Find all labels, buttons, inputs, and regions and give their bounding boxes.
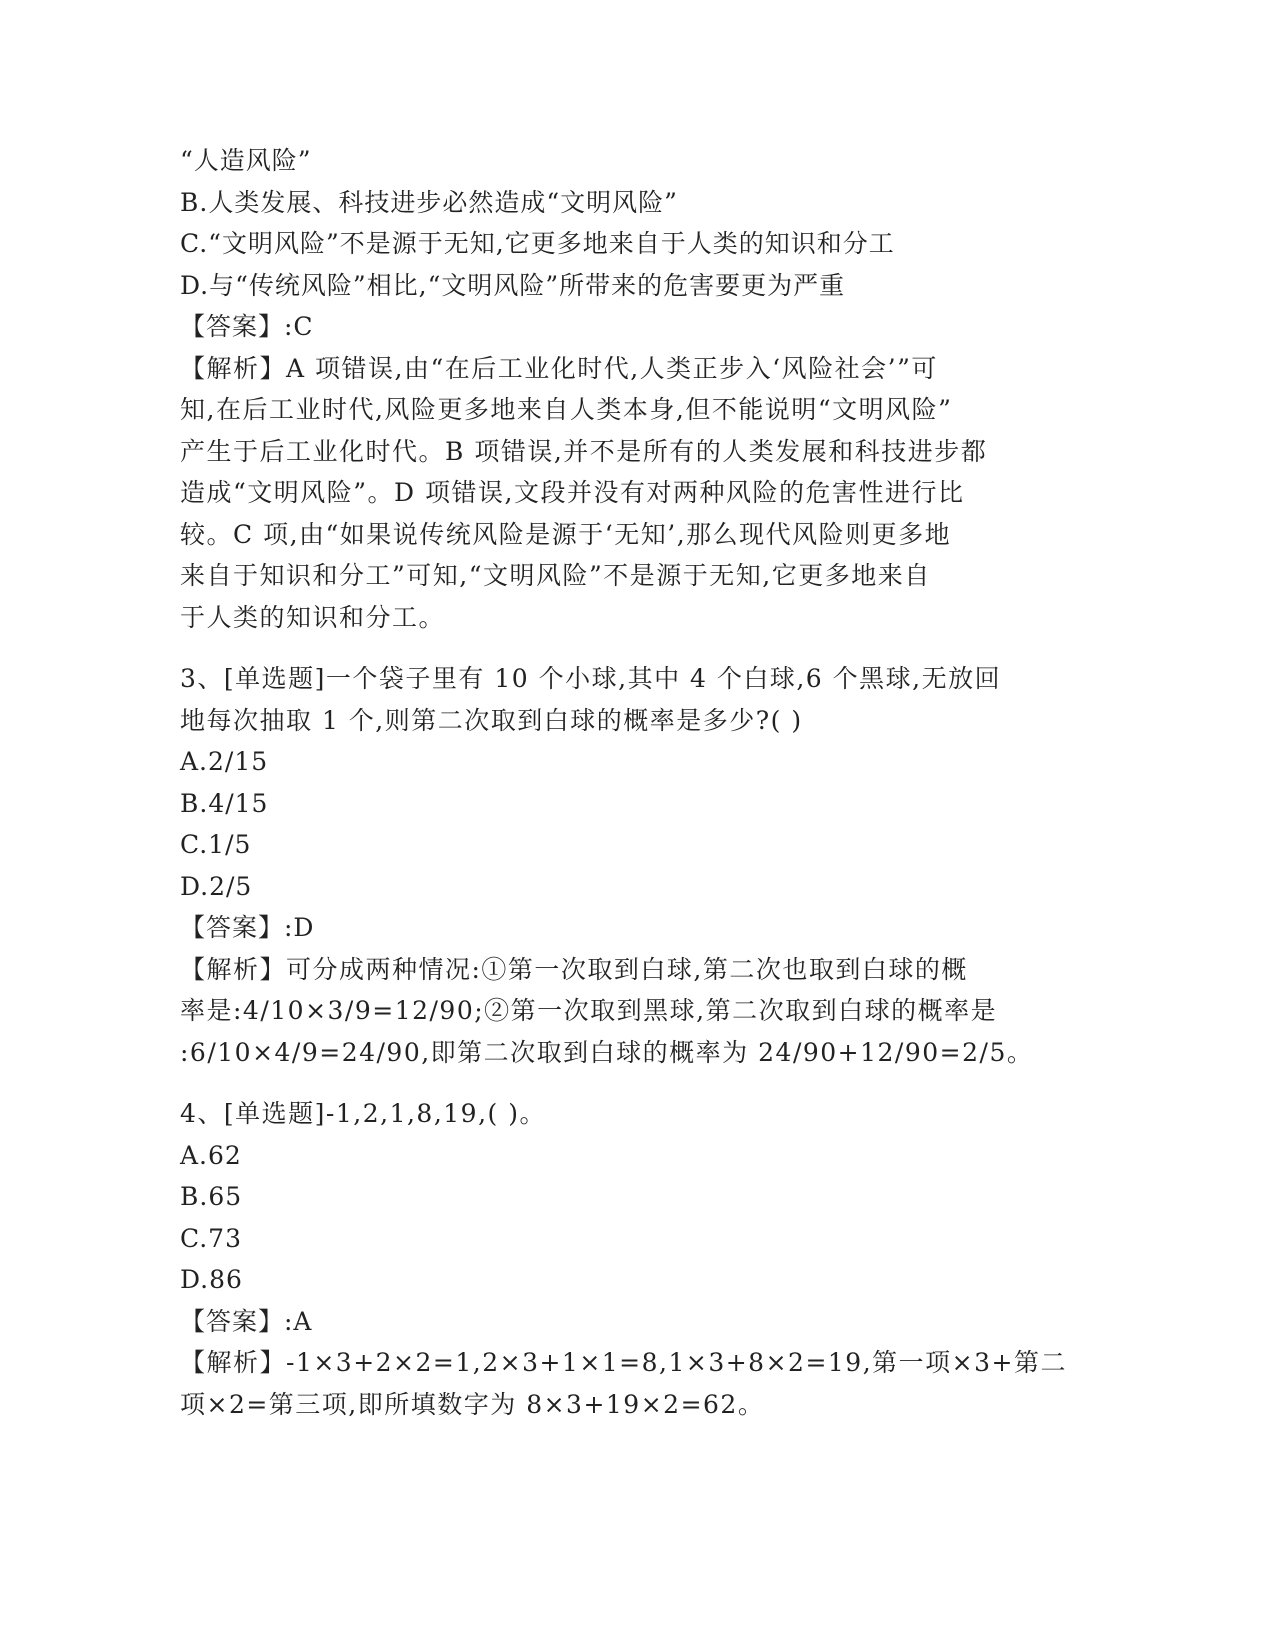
option-c: C.73 <box>180 1223 242 1253</box>
question-2-tail <box>180 140 1080 638</box>
stem-line: 4、[单选题]-1,2,1,8,19,( )。 <box>180 1099 546 1128</box>
option-d: D.86 <box>180 1265 243 1294</box>
analysis-line: 【解析】A 项错误,由“在后工业化时代,人类正步入‘风险社会’”可 <box>180 353 938 383</box>
analysis-line: 【解析】-1×3+2×2=1,2×3+1×1=8,1×3+8×2=19,第一项×3+第二 <box>180 1348 1067 1377</box>
document-page <box>180 140 1080 1425</box>
option-c: C.“文明风险”不是源于无知,它更多地来自于人类的知识和分工 <box>180 229 895 258</box>
analysis <box>180 949 1080 1074</box>
analysis-line: 来自于知识和分工”可知,“文明风险”不是源于无知,它更多地来自 <box>180 561 931 590</box>
analysis <box>180 348 1080 639</box>
question-4 <box>180 1093 1080 1425</box>
analysis-line: 率是:4/10×3/9=12/90;②第一次取到黑球,第二次取到白球的概率是 <box>180 996 998 1025</box>
option-a: A.2/15 <box>180 747 269 776</box>
analysis-line: 于人类的知识和分工。 <box>180 602 446 632</box>
option-d: D.与“传统风险”相比,“文明风险”所带来的危害要更为严重 <box>180 270 846 300</box>
analysis-line: 项×2=第三项,即所填数字为 8×3+19×2=62。 <box>180 1389 765 1419</box>
answer: 【答案】:A <box>180 1306 313 1336</box>
option-a-tail: “人造风险” <box>180 146 312 175</box>
option-d: D.2/5 <box>180 871 253 901</box>
option-c: C.1/5 <box>180 830 252 859</box>
analysis-line: :6/10×4/9=24/90,即第二次取到白球的概率为 24/90+12/90=2/5。 <box>180 1037 1034 1067</box>
answer: 【答案】:D <box>180 913 315 942</box>
analysis-line: 较。C 项,由“如果说传统风险是源于‘无知’,那么现代风险则更多地 <box>180 519 952 549</box>
stem-line: 地每次抽取 1 个,则第二次取到白球的概率是多少?( ) <box>180 705 803 735</box>
option-b: B.65 <box>180 1182 243 1211</box>
option-a: A.62 <box>180 1140 242 1170</box>
analysis-line: 造成“文明风险”。D 项错误,文段并没有对两种风险的危害性进行比 <box>180 478 965 507</box>
option-b: B.4/15 <box>180 788 269 818</box>
question-3 <box>180 658 1080 1073</box>
analysis-line: 【解析】可分成两种情况:①第一次取到白球,第二次也取到白球的概 <box>180 954 968 984</box>
answer: 【答案】:C <box>180 312 314 341</box>
question-stem <box>180 658 1080 741</box>
analysis-line: 产生于后工业化时代。B 项错误,并不是所有的人类发展和科技进步都 <box>180 436 988 466</box>
option-b: B.人类发展、科技进步必然造成“文明风险” <box>180 187 678 217</box>
analysis-line: 知,在后工业时代,风险更多地来自人类本身,但不能说明“文明风险” <box>180 395 953 424</box>
stem-line: 3、[单选题]一个袋子里有 10 个小球,其中 4 个白球,6 个黑球,无放回 <box>180 664 1002 693</box>
question-stem <box>180 1093 1080 1135</box>
analysis <box>180 1342 1080 1425</box>
